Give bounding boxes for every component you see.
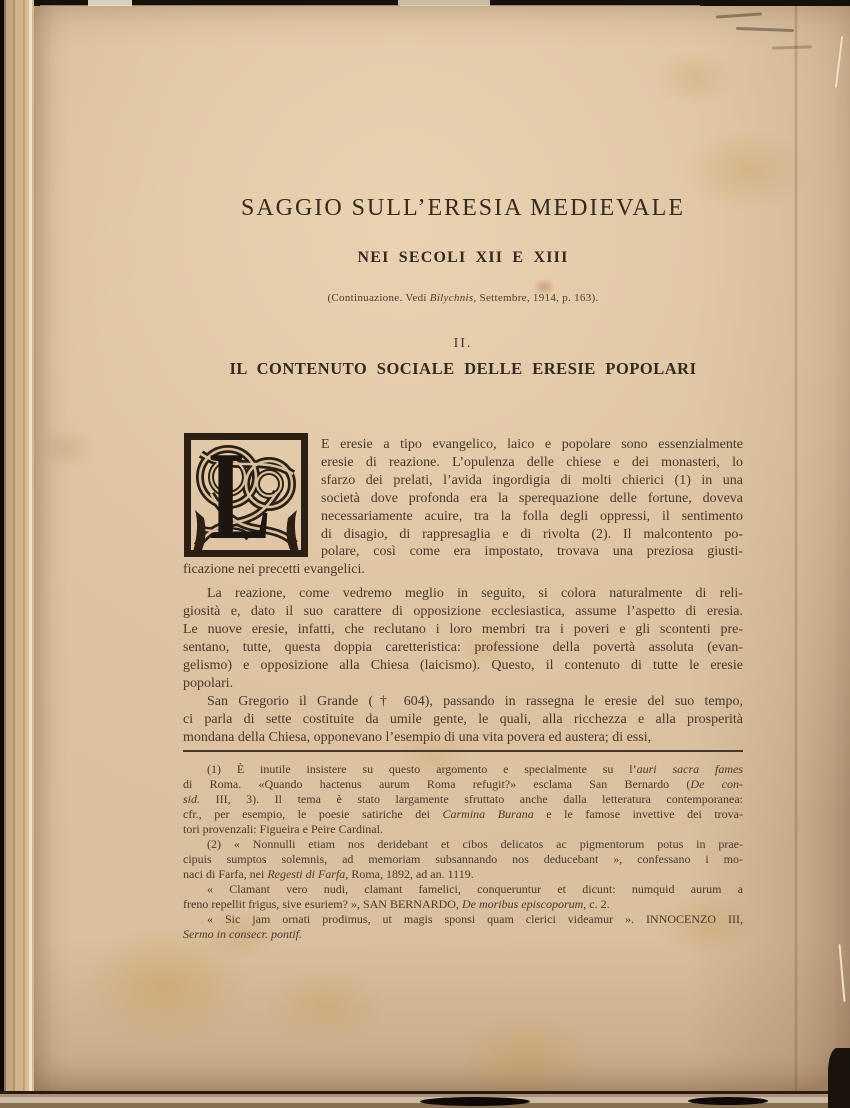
drop-cap-letter: L [209,432,272,558]
continuation-note: (Continuazione. Vedi Bilychnis, Settembre, 1914, p. 163). [327,292,599,304]
text-line: (1) È inutile insistere su questo argomento e specialmente su l’auri sacra fames [207,762,743,776]
text-line: mondana della Chiesa, opponevano l’esempio di una vita povera ed austera; di essi, [183,729,652,745]
footnote-2 [183,837,743,882]
footnote-1 [183,762,743,837]
text-line: polare, così come era impostato, trovava una preziosa giusti- [321,544,743,560]
text-line: cipuis sumptos solemnis, ad memoriam subsannando nos deducebant », confessano i mo- [183,852,743,866]
text-line: freno repellit frigus, sive esuriem? », SAN BERNARDO, De moribus episcoporum, c. 2. [183,897,610,911]
text-line: popolari. [183,675,234,691]
text-line: naci di Farfa, nei Regesti di Farfa, Roma, 1892, ad an. 1119. [183,867,474,881]
pencil-smudge [772,45,812,49]
text-line: Sermo in consecr. pontif. [183,927,302,941]
paragraph [183,693,743,747]
pencil-smudge [716,12,762,18]
page-title: SAGGIO SULL’ERESIA MEDIEVALE [240,195,685,221]
footnote-separator-rule [183,750,743,752]
stitching-thread [835,36,843,88]
binding-corner-shadow [828,1048,850,1108]
text-line: tori provenzali: Figueira e Peire Cardinal. [183,822,383,836]
stitching-thread [838,944,845,1002]
text-line: Le nuove eresie, infatti, che reclutano i loro membri tra i poveri e gli scontenti pre- [183,622,743,638]
text-line: San Gregorio il Grande († 604), passando in rassegna le eresie del suo tempo, [207,693,743,709]
page-subtitle: NEI SECOLI XII E XIII [357,249,569,266]
footnote-4 [183,912,743,942]
shadow-blob [688,1097,768,1105]
pencil-smudge [736,27,794,32]
text-line: E eresie a tipo evangelico, laico e popolare sono essenzialmente [321,437,743,452]
text-line: necessariamente acuire, tra la folla degli oppressi, il sentimento [321,508,743,524]
text-line: cfr., per esempio, le poesie satiriche dei Carmina Burana e le famose invettive dei trova- [183,807,743,821]
text-line: giosità e, dato il suo carattere di opposizione ecclesiastica, assume l’aspetto di eresia. [183,604,743,620]
decorative-initial-L [183,432,309,558]
scanned-page [34,6,850,1091]
text-line: società dove profonda era la sperequazione delle fortune, doveva [321,490,743,506]
text-line: eresie di reazione. L’opulenza delle chiese e dei monasteri, lo [321,454,743,470]
gutter-crease [794,6,798,1091]
footnotes [183,762,743,942]
text-line: di Roma. «Quando hactenus aurum Roma refugit?» esclama San Bernardo (De con- [183,777,743,791]
text-line: sfarzo dei prelati, l’avida ingordigia di molti chierici (1) in una [321,472,743,488]
text-line: « Sic jam ornati prodimus, ut magis sponsi quam clerici videamur ». INNOCENZO III, [207,912,743,926]
section-heading: IL CONTENUTO SOCIALE DELLE ERESIE POPOLARI [229,359,697,378]
paragraph [183,585,743,692]
text-line: sentano, tutte, questa doppia caretteristica: professione della povertà assoluta (evan- [183,639,743,655]
text-line: sid. III, 3). Il tema è stato largamente sfruttato anche dalla letteratura contemporanea: [183,792,743,806]
body-text [183,432,743,746]
shadow-blob [420,1097,530,1106]
text-line: ci parla di sette costituite da umile gente, le quali, alla ricchezza e alla prosperità [183,711,743,727]
text-line: ficazione nei precetti evangelici. [183,562,365,578]
text-line: (2) « Nonnulli etiam nos deridebant et cibos delicatos ac pigmentorum potus in prae- [207,837,743,851]
paragraph [183,432,743,579]
text-line: La reazione, come vedremo meglio in seguito, si colora naturalmente di reli- [207,586,743,602]
footnote-3 [183,882,743,912]
section-number: II. [453,336,473,351]
text-line: gelismo) e opposizione alla Chiesa (laicismo). Questo, il contenuto di tutte le eresie [183,657,743,673]
text-line: di disagio, di rappresaglia e di rivolta (2). Il malcontento po- [321,526,743,542]
page-block-left-edge [0,0,34,1108]
text-line: « Clamant vero nudi, clamant famelici, conqueruntur et dicunt: numquid aurum a [207,882,743,896]
